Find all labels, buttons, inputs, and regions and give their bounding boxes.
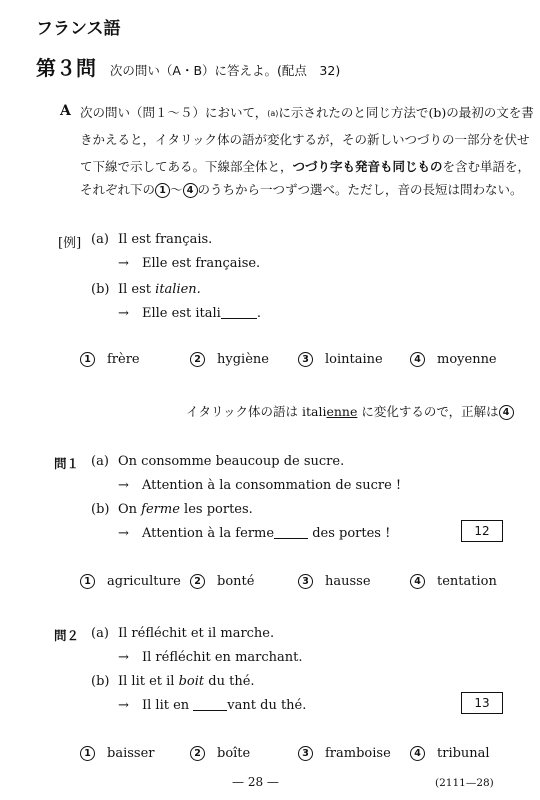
circle-2-icon: 2 xyxy=(190,574,205,589)
circle-4-icon: 4 xyxy=(410,352,425,367)
question-number: 第３問 xyxy=(36,56,96,80)
q2-b-arrow: → xyxy=(118,698,129,713)
q2-choice-4[interactable]: 4 tribunal xyxy=(410,746,490,761)
example-b-arrow: → xyxy=(118,306,129,321)
circle-1-icon: 1 xyxy=(155,183,170,198)
example-a-text: Il est français. xyxy=(118,232,213,247)
q1-choice-4[interactable]: 4 tentation xyxy=(410,574,497,589)
circle-3-icon: 3 xyxy=(298,352,313,367)
question-header xyxy=(36,52,340,81)
q1-b-label: (b) xyxy=(91,502,110,517)
instruction-line-1: 次の問い（問１～５）において，(a)に示されたのと同じ方法で(b)の最初の文を書 xyxy=(80,105,534,120)
example-a-arrow: → xyxy=(118,256,129,271)
example-choice-3: 3 lointaine xyxy=(298,352,383,367)
q1-b-result: Attention à la ferme des portes ! xyxy=(142,526,391,541)
label-b-icon: (b) xyxy=(428,105,447,120)
instruction-line-3: て下線で示してある。下線部全体と，つづり字も発音も同じものを含む単語を， xyxy=(80,159,531,174)
q2-b-result: Il lit en vant du thé. xyxy=(142,698,307,713)
q2-label: 問２ xyxy=(54,628,80,643)
instruction-line-4: それぞれ下の 1 ～ 4 のうちから一つずつ選べ。ただし，音の長短は問わない。 xyxy=(80,182,523,197)
q1-b-arrow: → xyxy=(118,526,129,541)
q2-choice-1[interactable]: 1 baisser xyxy=(80,746,154,761)
q1-a-text: On consomme beaucoup de sucre. xyxy=(118,454,345,469)
circle-3-icon: 3 xyxy=(298,746,313,761)
circle-4-icon: 4 xyxy=(499,405,514,420)
q1-answer-box[interactable]: 12 xyxy=(461,520,503,542)
circle-4-icon: 4 xyxy=(410,746,425,761)
answer-blank xyxy=(221,306,257,319)
q2-a-result: Il réfléchit en marchant. xyxy=(142,650,303,665)
q2-a-arrow: → xyxy=(118,650,129,665)
q1-choice-2[interactable]: 2 bonté xyxy=(190,574,254,589)
subject-title: フランス語 xyxy=(36,19,121,39)
example-b-result: Elle est itali . xyxy=(142,306,261,321)
q1-choice-3[interactable]: 3 hausse xyxy=(298,574,371,589)
instruction-line-2: きかえると，イタリック体の語が変化するが，その新しいつづりの一部分を伏せ xyxy=(80,132,530,147)
page-code: (2111—28) xyxy=(435,777,494,789)
q2-b-text: Il lit et il boit du thé. xyxy=(118,674,255,689)
example-a-result: Elle est française. xyxy=(142,256,261,271)
q2-answer-box[interactable]: 13 xyxy=(461,692,503,714)
q2-b-label: (b) xyxy=(91,674,110,689)
example-choice-2: 2 hygiène xyxy=(190,352,269,367)
example-choice-4: 4 moyenne xyxy=(410,352,497,367)
answer-blank xyxy=(193,698,227,711)
circle-1-icon: 1 xyxy=(80,574,95,589)
q2-a-text: Il réfléchit et il marche. xyxy=(118,626,275,641)
q1-label: 問１ xyxy=(54,456,80,471)
q2-choice-3[interactable]: 3 framboise xyxy=(298,746,391,761)
label-a-icon: (a) xyxy=(267,109,279,118)
circle-2-icon: 2 xyxy=(190,746,205,761)
circle-4-icon: 4 xyxy=(410,574,425,589)
q1-a-result: Attention à la consommation de sucre ! xyxy=(142,478,402,493)
example-b-text: Il est italien. xyxy=(118,282,201,297)
part-a-label: A xyxy=(60,103,71,119)
circle-3-icon: 3 xyxy=(298,574,313,589)
question-instruction: 次の問い（A・B）に答えよ。(配点 32) xyxy=(109,63,341,78)
example-b-label: (b) xyxy=(91,282,110,297)
example-a-label: (a) xyxy=(91,232,109,247)
answer-blank xyxy=(274,526,308,539)
page-number: — 28 — xyxy=(232,775,279,789)
q1-choice-1[interactable]: 1 agriculture xyxy=(80,574,181,589)
q1-a-label: (a) xyxy=(91,454,109,469)
circle-1-icon: 1 xyxy=(80,746,95,761)
example-choice-1: 1 frère xyxy=(80,352,140,367)
circle-4-icon: 4 xyxy=(183,183,198,198)
example-label: [例] xyxy=(58,236,82,251)
q1-a-arrow: → xyxy=(118,478,129,493)
circle-1-icon: 1 xyxy=(80,352,95,367)
circle-2-icon: 2 xyxy=(190,352,205,367)
example-explanation: イタリック体の語は italienne に変化するので，正解は 4 xyxy=(186,402,514,420)
q2-choice-2[interactable]: 2 boîte xyxy=(190,746,250,761)
q1-b-text: On ferme les portes. xyxy=(118,502,253,517)
q2-a-label: (a) xyxy=(91,626,109,641)
